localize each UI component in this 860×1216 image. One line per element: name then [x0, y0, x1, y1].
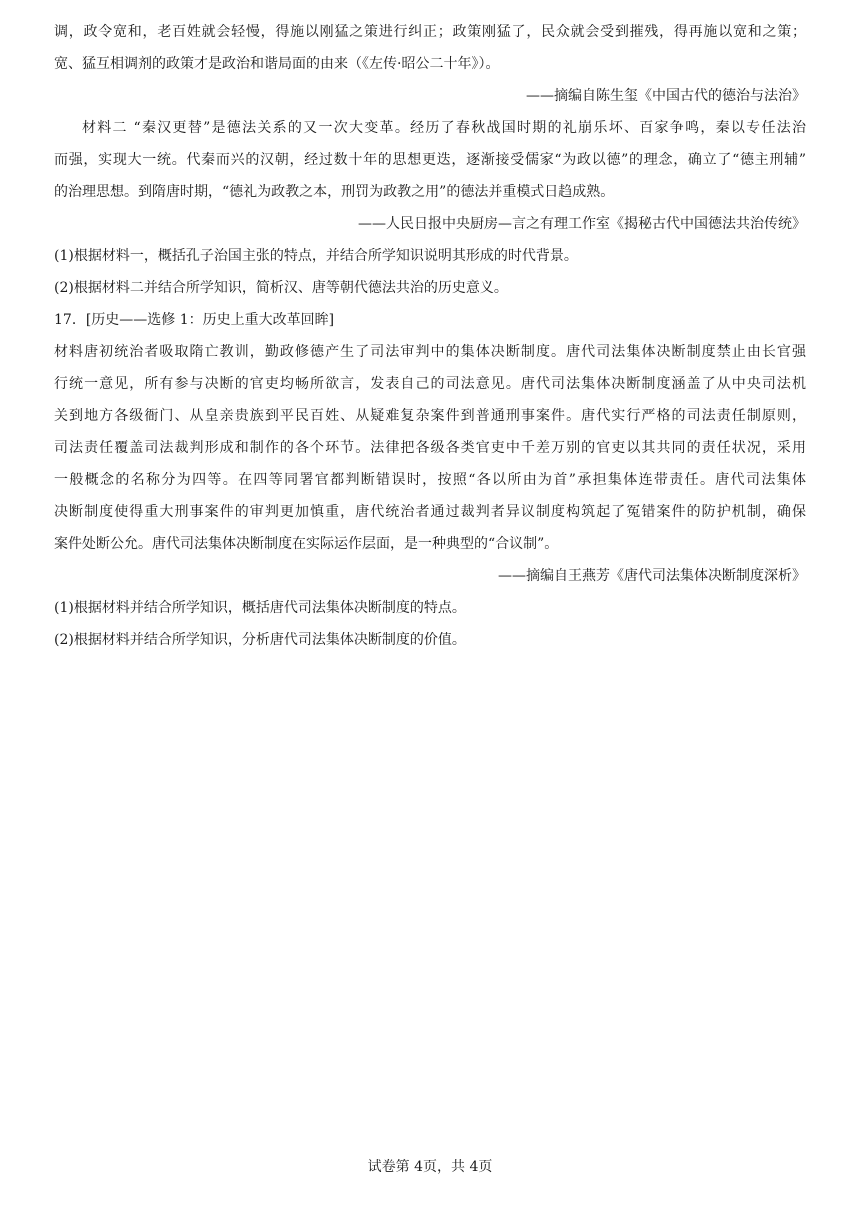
material3-line: 材料唐初统治者吸取隋亡教训，勤政修德产生了司法审判中的集体决断制度。唐代司法集体决断制度禁止由长官强: [54, 344, 806, 360]
material2-line: 而强，实现大一统。代秦而兴的汉朝，经过数十年的思想更迭，逐渐接受儒家“为政以德”的理念，确立了“德主刑辅”: [54, 152, 806, 168]
page-footer: 试卷第 4页，共 4页: [367, 1159, 493, 1175]
material3-line: 司法责任覆盖司法裁判形成和制作的各个环节。法律把各级各类官吏中千差万别的官吏以其共同的责任状况，采用: [54, 440, 806, 456]
material3-source: ——摘编自王燕芳《唐代司法集体决断制度深析》: [498, 568, 806, 584]
material3-line: 关到地方各级衙门、从皇亲贵族到平民百姓、从疑难复杂案件到普通刑事案件。唐代实行严格的司法责任制原则，: [54, 408, 806, 424]
question-17-2: (2)根据材料并结合所学知识，分析唐代司法集体决断制度的价值。: [54, 632, 466, 648]
material1-source: ——摘编自陈生玺《中国古代的德治与法治》: [526, 88, 806, 104]
material3-line: 决断制度使得重大刑事案件的审判更加慎重，唐代统治者通过裁判者异议制度构筑起了冤错案件的防护机制，确保: [54, 504, 806, 520]
material2-source: ——人民日报中央厨房—言之有理工作室《揭秘古代中国德法共治传统》: [358, 216, 806, 232]
material3-line: 案件处断公允。唐代司法集体决断制度在实际运作层面，是一种典型的“合议制”。: [54, 536, 559, 552]
material3-line: 行统一意见，所有参与决断的官吏均畅所欲言，发表自己的司法意见。唐代司法集体决断制度涵盖了从中央司法机: [54, 376, 806, 392]
material1-line: 调，政令宽和，老百姓就会轻慢，得施以刚猛之策进行纠正；政策刚猛了，民众就会受到摧残，得再施以宽和之策；: [54, 24, 806, 40]
material2-line: 的治理思想。到隋唐时期，“德礼为政教之本，刑罚为政教之用”的德法并重模式日趋成熟。: [54, 184, 615, 200]
material2-line: 材料二 “秦汉更替”是德法关系的又一次大变革。经历了春秋战国时期的礼崩乐坏、百家争鸣，秦以专任法治: [82, 120, 806, 136]
question-16-2: (2)根据材料二并结合所学知识，简析汉、唐等朝代德法共治的历史意义。: [54, 280, 508, 296]
material1-line: 宽、猛互相调剂的政策才是政治和谐局面的由来（《左传·昭公二十年》）。: [54, 56, 500, 72]
exam-page-content: [54, 16, 806, 656]
question-16-1: (1)根据材料一，概括孔子治国主张的特点，并结合所学知识说明其形成的时代背景。: [54, 248, 578, 264]
question-17-title: 17．[历史——选修 1：历史上重大改革回眸]: [54, 312, 335, 328]
material3-line: 一般概念的名称分为四等。在四等同署官都判断错误时，按照“各以所由为首”承担集体连带责任。唐代司法集体: [54, 472, 806, 488]
question-17-1: (1)根据材料并结合所学知识，概括唐代司法集体决断制度的特点。: [54, 600, 466, 616]
